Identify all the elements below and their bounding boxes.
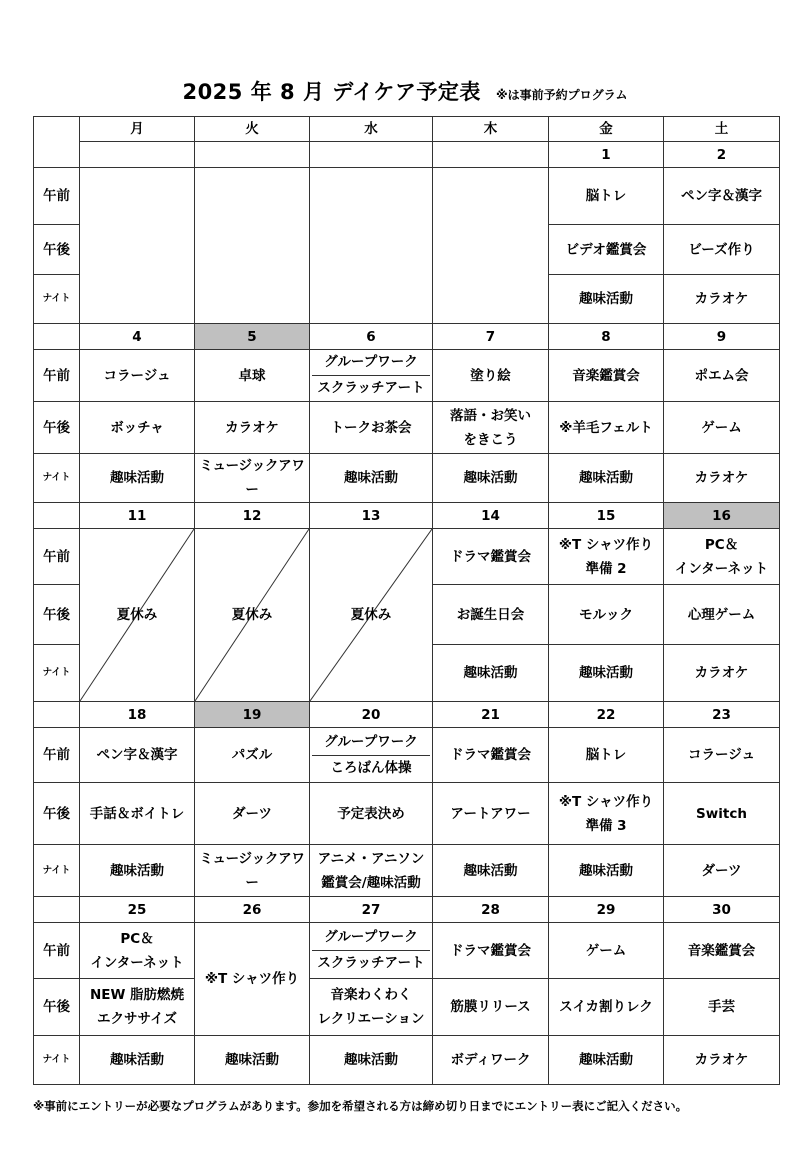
date-cell: 9 (664, 324, 780, 350)
activity-line: エクササイズ (97, 1011, 177, 1027)
date-cell: 7 (433, 324, 549, 350)
activity-cell: ペン字＆漢字 (80, 728, 195, 783)
day-header-wed: 水 (310, 117, 433, 142)
activity-cell: コラージュ (664, 728, 780, 783)
date-cell (195, 142, 310, 168)
activity-cell: 手芸 (664, 979, 780, 1036)
empty-cell (195, 168, 310, 324)
activity-cell: 音楽鑑賞会 (549, 350, 664, 402)
day-header-fri: 金 (549, 117, 664, 142)
date-cell (310, 142, 433, 168)
date-row-spacer (34, 503, 80, 529)
row-label-am: 午前 (34, 529, 80, 585)
title-area (0, 76, 810, 106)
activity-line: 準備 3 (585, 817, 627, 834)
activity-cell: ゲーム (664, 402, 780, 454)
activity-cell: ドラマ鑑賞会 (433, 923, 549, 979)
row-label-night: ナイト (34, 1036, 80, 1085)
activity-cell: ポエム会 (664, 350, 780, 402)
activity-cell: カラオケ (664, 275, 780, 324)
activity-cell-two-line (549, 529, 664, 585)
date-row-spacer (34, 702, 80, 728)
date-cell: 15 (549, 503, 664, 529)
date-cell: 8 (549, 324, 664, 350)
date-cell: 22 (549, 702, 664, 728)
activity-top: グループワーク (312, 350, 430, 376)
activity-cell-two-line (80, 923, 195, 979)
activity-cell: コラージュ (80, 350, 195, 402)
row-label-night: ナイト (34, 845, 80, 897)
activity-cell: カラオケ (664, 454, 780, 503)
activity-cell: 趣味活動 (310, 454, 433, 503)
activity-cell: 手話＆ボイトレ (80, 783, 195, 845)
activity-cell: 音楽鑑賞会 (664, 923, 780, 979)
row-label-am: 午前 (34, 923, 80, 979)
activity-cell: ペン字＆漢字 (664, 168, 780, 225)
activity-cell: 趣味活動 (195, 1036, 310, 1085)
date-cell: 13 (310, 503, 433, 529)
page-title: 2025 年 8 月 デイケア予定表 (182, 80, 481, 104)
date-cell: 1 (549, 142, 664, 168)
date-cell: 28 (433, 897, 549, 923)
activity-cell: カラオケ (195, 402, 310, 454)
activity-cell: カラオケ (664, 645, 780, 702)
activity-line: ※T シャツ作り (558, 793, 654, 810)
date-cell: 30 (664, 897, 780, 923)
corner-cell (34, 117, 80, 168)
row-label-am: 午前 (34, 350, 80, 402)
activity-cell: 塗り絵 (433, 350, 549, 402)
activity-cell: ボディワーク (433, 1036, 549, 1085)
row-label-pm: 午後 (34, 585, 80, 645)
activity-cell-two-line (433, 402, 549, 454)
date-cell: 20 (310, 702, 433, 728)
activity-cell: 趣味活動 (433, 454, 549, 503)
activity-cell: カラオケ (664, 1036, 780, 1085)
date-cell: 18 (80, 702, 195, 728)
activity-cell-split (310, 350, 433, 402)
activity-cell-two-line (310, 845, 433, 897)
activity-cell-two-line (310, 979, 433, 1036)
activity-cell: お誕生日会 (433, 585, 549, 645)
holiday-label: 夏休み (231, 607, 273, 623)
date-cell: 23 (664, 702, 780, 728)
date-cell: 14 (433, 503, 549, 529)
row-label-pm: 午後 (34, 783, 80, 845)
activity-cell: 筋膜リリース (433, 979, 549, 1036)
date-cell-holiday: 19 (195, 702, 310, 728)
activity-cell: モルック (549, 585, 664, 645)
row-label-night: ナイト (34, 645, 80, 702)
activity-cell-split (310, 923, 433, 979)
activity-cell: ビデオ鑑賞会 (549, 225, 664, 275)
date-cell: 26 (195, 897, 310, 923)
date-cell: 11 (80, 503, 195, 529)
activity-cell: トークお茶会 (310, 402, 433, 454)
holiday-cell (80, 529, 195, 702)
empty-cell (80, 168, 195, 324)
date-cell (80, 142, 195, 168)
date-cell: 4 (80, 324, 195, 350)
row-label-night: ナイト (34, 454, 80, 503)
activity-line: PC＆ (704, 536, 739, 553)
activity-cell: 趣味活動 (310, 1036, 433, 1085)
row-label-pm: 午後 (34, 225, 80, 275)
activity-cell: ※羊毛フェルト (549, 402, 664, 454)
activity-bottom: ころばん体操 (330, 759, 412, 776)
row-label-night: ナイト (34, 275, 80, 324)
activity-top: グループワーク (312, 925, 430, 951)
activity-top: グループワーク (312, 730, 430, 756)
date-row-spacer (34, 324, 80, 350)
activity-cell-merged: ※T シャツ作り (195, 923, 310, 1036)
activity-cell: 趣味活動 (549, 845, 664, 897)
activity-cell: ダーツ (664, 845, 780, 897)
activity-cell: 心理ゲーム (664, 585, 780, 645)
schedule-table (33, 116, 780, 1085)
date-cell: 25 (80, 897, 195, 923)
activity-cell: 趣味活動 (80, 845, 195, 897)
activity-line: 落語・お笑い (450, 407, 531, 424)
date-row-spacer (34, 897, 80, 923)
date-cell: 2 (664, 142, 780, 168)
activity-cell: ビーズ作り (664, 225, 780, 275)
activity-cell: 卓球 (195, 350, 310, 402)
holiday-cell (195, 529, 310, 702)
activity-line: PC＆ (120, 930, 154, 947)
activity-line: アニメ・アニソン (317, 850, 425, 867)
activity-cell: 趣味活動 (433, 845, 549, 897)
activity-cell: 趣味活動 (549, 454, 664, 503)
activity-cell: 趣味活動 (433, 645, 549, 702)
day-header-thu: 木 (433, 117, 549, 142)
activity-line: をきこう (463, 431, 518, 448)
activity-cell: 予定表決め (310, 783, 433, 845)
activity-cell-two-line (549, 783, 664, 845)
day-header-sat: 土 (664, 117, 780, 142)
row-label-am: 午前 (34, 168, 80, 225)
activity-cell: ボッチャ (80, 402, 195, 454)
activity-cell: 脳トレ (549, 728, 664, 783)
footnote: ※事前にエントリーが必要なプログラムがあります。参加を希望される方は締め切り日までにエントリー表にご記入ください。 (33, 1099, 688, 1113)
activity-cell-two-line (664, 529, 780, 585)
date-cell (433, 142, 549, 168)
date-cell: 6 (310, 324, 433, 350)
empty-cell (433, 168, 549, 324)
page-subtitle: ※は事前予約プログラム (495, 88, 628, 102)
activity-cell: ドラマ鑑賞会 (433, 529, 549, 585)
date-cell: 12 (195, 503, 310, 529)
activity-cell: 脳トレ (549, 168, 664, 225)
activity-line: インターネット (90, 954, 184, 971)
activity-line: 鑑賞会/趣味活動 (321, 874, 421, 891)
activity-cell: 趣味活動 (80, 1036, 195, 1085)
activity-cell: アートアワー (433, 783, 549, 845)
activity-cell: パズル (195, 728, 310, 783)
date-cell-holiday: 16 (664, 503, 780, 529)
activity-cell: 趣味活動 (549, 275, 664, 324)
activity-cell: Switch (664, 783, 780, 845)
holiday-cell (310, 529, 433, 702)
holiday-label: 夏休み (350, 607, 392, 623)
activity-cell: ミュージックアワー (195, 454, 310, 503)
activity-cell-two-line (80, 979, 195, 1036)
date-cell: 29 (549, 897, 664, 923)
activity-cell: ミュージックアワー (195, 845, 310, 897)
activity-bottom: スクラッチアート (317, 955, 425, 971)
date-cell-holiday: 5 (195, 324, 310, 350)
activity-line: 音楽わくわく (330, 987, 412, 1003)
activity-cell: 趣味活動 (80, 454, 195, 503)
activity-cell: ドラマ鑑賞会 (433, 728, 549, 783)
day-header-tue: 火 (195, 117, 310, 142)
activity-cell: 趣味活動 (549, 1036, 664, 1085)
activity-line: レクリエーション (317, 1011, 425, 1027)
activity-cell-split (310, 728, 433, 783)
activity-cell: ダーツ (195, 783, 310, 845)
activity-line: 準備 2 (585, 560, 627, 577)
date-cell: 21 (433, 702, 549, 728)
date-cell: 27 (310, 897, 433, 923)
activity-bottom: スクラッチアート (317, 380, 425, 396)
activity-cell: 趣味活動 (549, 645, 664, 702)
activity-line: NEW 脂肪燃焼 (89, 987, 185, 1003)
activity-line: インターネット (674, 560, 769, 577)
empty-cell (310, 168, 433, 324)
holiday-label: 夏休み (116, 607, 158, 623)
row-label-pm: 午後 (34, 979, 80, 1036)
activity-line: ※T シャツ作り (558, 536, 654, 553)
activity-cell: ゲーム (549, 923, 664, 979)
day-header-mon: 月 (80, 117, 195, 142)
activity-cell: スイカ割りレク (549, 979, 664, 1036)
row-label-am: 午前 (34, 728, 80, 783)
row-label-pm: 午後 (34, 402, 80, 454)
